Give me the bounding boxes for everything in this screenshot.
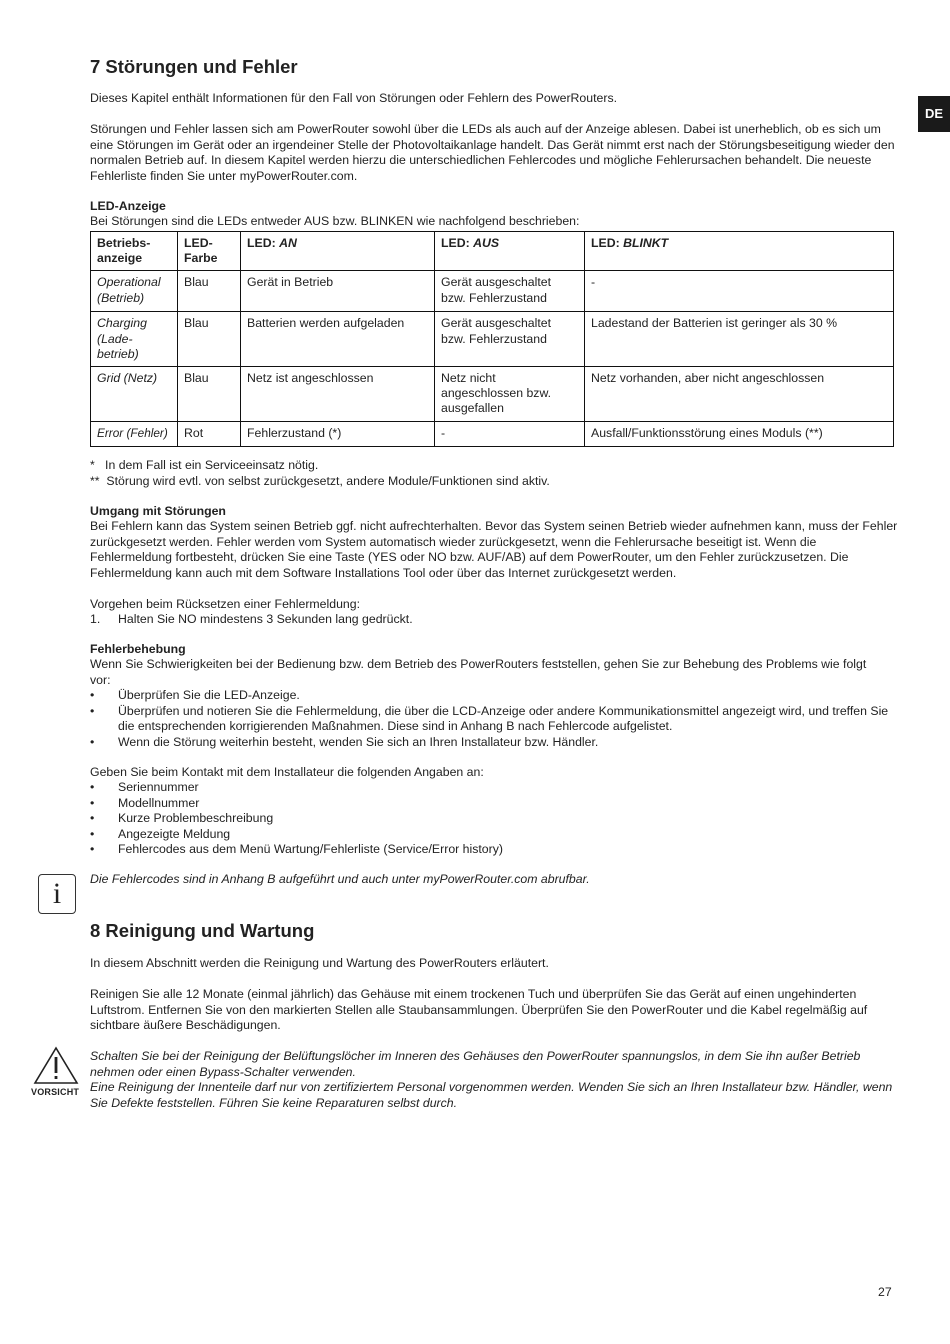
cell-mode: Error (Fehler): [91, 422, 178, 447]
header-blink: LED: BLINKT: [585, 232, 894, 271]
led-intro: Bei Störungen sind die LEDs entweder AUS bzw. BLINKEN wie nachfolgend beschrieben:: [90, 214, 580, 228]
list-item: • Kurze Problembeschreibung: [90, 811, 890, 827]
cell-blink: Ausfall/Funktionsstörung eines Moduls (**): [585, 422, 894, 447]
list-item: • Fehlercodes aus dem Menü Wartung/Fehlerliste (Service/Error history): [90, 842, 890, 858]
led-heading: LED-Anzeige: [90, 199, 166, 213]
info-icon: i: [38, 874, 76, 914]
cell-color: Rot: [178, 422, 241, 447]
list-item: • Überprüfen Sie die LED-Anzeige.: [90, 688, 890, 704]
cell-off: Gerät ausgeschaltet bzw. Fehlerzustand: [435, 312, 585, 367]
section-8-intro: In diesem Abschnitt werden die Reinigung und Wartung des PowerRouters erläutert.: [90, 956, 549, 970]
cell-off: -: [435, 422, 585, 447]
cell-mode: Operational (Betrieb): [91, 271, 178, 312]
cell-blink: -: [585, 271, 894, 312]
contact-list: [90, 780, 890, 858]
list-item: • Überprüfen und notieren Sie die Fehlermeldung, die über die LCD-Anzeige oder andere Kommunikationsmittel angezeigt wird, und treffen Sie die entsprechenden korrigierenden Maßnahmen. Diese sind in Anhang B nach Fehlercode aufgelistet.: [90, 704, 890, 735]
reset-intro: Vorgehen beim Rücksetzen einer Fehlermeldung:: [90, 597, 361, 611]
warning-triangle-icon: [28, 1046, 84, 1086]
section-7-paragraph: Störungen und Fehler lassen sich am PowerRouter sowohl über die LEDs als auch auf der Anzeige ablesen. Dabei ist unerheblich, ob es sich um eine Störungen im Gerät oder an irgendeiner Stelle der Photovoltaikanlage handelt. Das Gerät nimmt erst nach der Störungsbeseitigung wieder den normalen Betrieb auf. In diesem Kapitel werden hierzu die unterschiedlichen Fehlercodes und mögliche Fehlerursachen behandelt. Die neueste Fehlerliste finden Sie unter myPowerRouter.com.: [90, 122, 895, 183]
section-7-intro: Dieses Kapitel enthält Informationen für den Fall von Störungen oder Fehlern des PowerRouters.: [90, 91, 618, 105]
warning-text-1: Schalten Sie bei der Reinigung der Belüftungslöcher im Inneren des Gehäuses den PowerRouter spannungslos, in dem Sie ihn außer Betrieb nehmen oder einen Bypass-Schalter verwenden.: [90, 1049, 861, 1079]
warning-label: VORSICHT: [31, 1087, 80, 1097]
list-item: • Seriennummer: [90, 780, 890, 796]
warning-text-2: Eine Reinigung der Innenteile darf nur von zertifiziertem Personal vorgenommen werden. Wenden Sie sich an Ihren Installateur bzw. Händler, wenn Sie Defekte feststellen. Führen Sie keine Reparaturen selbst durch.: [90, 1080, 893, 1110]
cell-mode: Grid (Netz): [91, 367, 178, 422]
cell-blink: Netz vorhanden, aber nicht angeschlossen: [585, 367, 894, 422]
cell-off: Gerät ausgeschaltet bzw. Fehlerzustand: [435, 271, 585, 312]
header-mode: Betriebs-anzeige: [91, 232, 178, 271]
led-table: [90, 231, 894, 447]
table-header-row: [91, 232, 894, 271]
reset-step-text: Halten Sie NO mindestens 3 Sekunden lang gedrückt.: [118, 612, 413, 626]
cell-color: Blau: [178, 312, 241, 367]
fehlerbehebung-paragraph: Wenn Sie Schwierigkeiten bei der Bedienung bzw. dem Betrieb des PowerRouters feststellen, gehen Sie zur Behebung des Problems wie folgt vor:: [90, 657, 867, 687]
footnote-1: * In dem Fall ist ein Serviceeinsatz nötig.: [90, 458, 319, 472]
contact-intro: Geben Sie beim Kontakt mit dem Installateur die folgenden Angaben an:: [90, 765, 484, 779]
cell-on: Fehlerzustand (*): [241, 422, 435, 447]
header-off: LED: AUS: [435, 232, 585, 271]
header-on: LED: AN: [241, 232, 435, 271]
footnote-2: ** Störung wird evtl. von selbst zurückgesetzt, andere Module/Funktionen sind aktiv.: [90, 474, 550, 488]
fehlerbehebung-heading: Fehlerbehebung: [90, 642, 186, 656]
page-number: 27: [878, 1285, 892, 1299]
reset-step-number: 1.: [90, 612, 101, 626]
language-tab: DE: [918, 96, 950, 132]
table-row: [91, 271, 894, 312]
cell-mode: Charging (Lade-betrieb): [91, 312, 178, 367]
info-note: Die Fehlercodes sind in Anhang B aufgeführt und auch unter myPowerRouter.com abrufbar.: [90, 872, 590, 886]
list-item: • Wenn die Störung weiterhin besteht, wenden Sie sich an Ihren Installateur bzw. Händler.: [90, 735, 890, 751]
umgang-heading: Umgang mit Störungen: [90, 504, 226, 518]
umgang-paragraph: Bei Fehlern kann das System seinen Betrieb ggf. nicht aufrechterhalten. Bevor das System seinen Betrieb wieder aufnehmen kann, muss der Fehler zurückgesetzt werden. Fehler werden vom System automatisch wieder zurückgesetzt, wenn die Fehlerursache beseitigt ist. Wenn die Fehlermeldung fortbesteht, drücken Sie eine Taste (YES oder NO bzw. AUF/AB) auf dem PowerRouter, um den Fehler zurückzusetzen. Die Fehlermeldung kann auch mit dem Software Installations Tool oder über das Internet zurückgesetzt werden.: [90, 519, 898, 580]
cell-on: Batterien werden aufgeladen: [241, 312, 435, 367]
cell-on: Gerät in Betrieb: [241, 271, 435, 312]
table-row: [91, 422, 894, 447]
warning-block: [28, 1046, 84, 1098]
table-row: [91, 367, 894, 422]
table-row: [91, 312, 894, 367]
cell-on: Netz ist angeschlossen: [241, 367, 435, 422]
fehlerbehebung-list: [90, 688, 890, 750]
section-8-title: 8 Reinigung und Wartung: [90, 920, 315, 941]
cell-blink: Ladestand der Batterien ist geringer als 30 %: [585, 312, 894, 367]
section-7-title: 7 Störungen und Fehler: [90, 56, 298, 77]
cell-off: Netz nicht angeschlossen bzw. ausgefallen: [435, 367, 585, 422]
header-color: LED-Farbe: [178, 232, 241, 271]
section-8-paragraph: Reinigen Sie alle 12 Monate (einmal jährlich) das Gehäuse mit einem trockenen Tuch und überprüfen Sie das Gerät auf einen ungehinderten Luftstrom. Entfernen Sie von den markierten Stellen alle Staubansammlungen. Überprüfen Sie den PowerRouter und die Kabel regelmäßig auf sichtbare äußere Beschädigungen.: [90, 987, 868, 1033]
cell-color: Blau: [178, 271, 241, 312]
list-item: • Modellnummer: [90, 796, 890, 812]
reset-step: [90, 612, 413, 628]
cell-color: Blau: [178, 367, 241, 422]
list-item: • Angezeigte Meldung: [90, 827, 890, 843]
